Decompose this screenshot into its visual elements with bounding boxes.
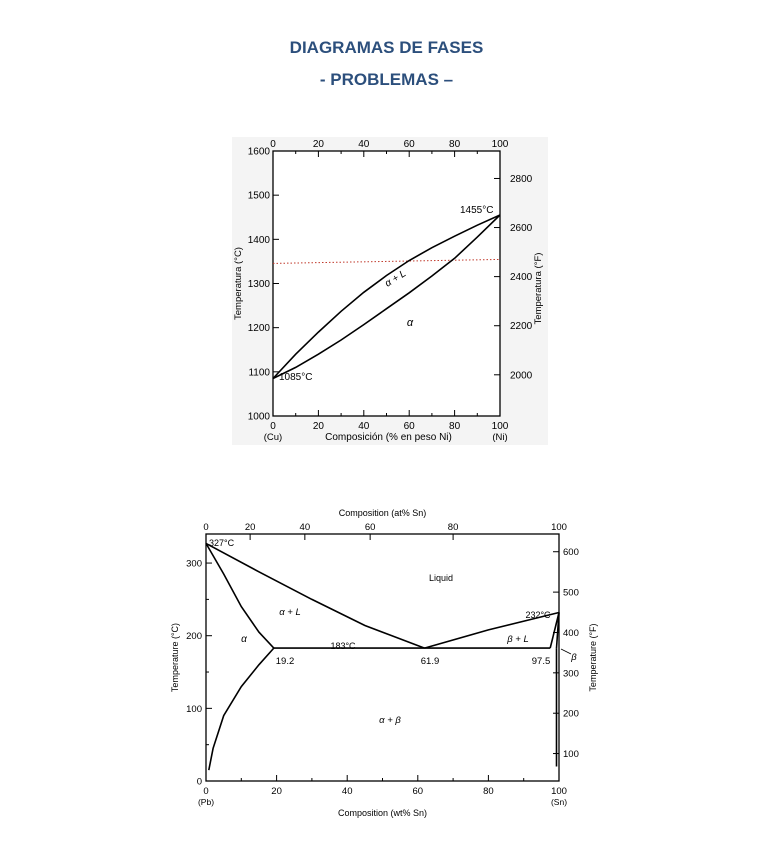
y2-tick-label: 2800 (510, 173, 533, 185)
solvus-alpha (209, 648, 274, 770)
x-tick-label-top: 100 (491, 139, 509, 150)
y2-tick-label: 2400 (510, 272, 533, 284)
x-tick-label: 100 (551, 786, 567, 797)
annotation-alpha: α (241, 634, 247, 645)
y-tick-label: 1200 (247, 323, 270, 335)
y2-tick-label: 2200 (510, 321, 533, 333)
annotation-melting-ni: 1455°C (460, 205, 494, 216)
y-tick-label: 1600 (247, 146, 270, 158)
x-tick-label: 100 (491, 421, 509, 432)
annotation-melting-cu: 1085°C (279, 372, 313, 383)
y2-tick-label: 200 (563, 708, 579, 720)
x-tick-label-top: 20 (244, 522, 256, 533)
y2-tick-label: 2600 (510, 223, 533, 235)
x-end-label-left: (Cu) (263, 432, 283, 443)
x-tick-label-top: 20 (312, 139, 324, 150)
x-axis-title-top: Composition (at% Sn) (338, 508, 427, 518)
annotation-beta-liquid: β + L (507, 634, 529, 645)
x-tick-label-top: 40 (299, 522, 311, 533)
y2-axis-title: Temperature (°F) (588, 623, 598, 692)
y2-tick-label: 400 (563, 628, 579, 640)
x-tick-label: 80 (483, 786, 494, 797)
y2-tick-label: 300 (563, 668, 579, 680)
x-axis-title: Composition (wt% Sn) (337, 808, 428, 818)
x-end-label-left: (Pb) (197, 797, 215, 807)
page-title: DIAGRAMAS DE FASES (289, 38, 484, 57)
y2-tick-label: 500 (563, 587, 579, 599)
y-tick-label: 0 (196, 776, 202, 788)
x-end-label-right: (Ni) (492, 432, 508, 443)
annotation-alpha-liquid: α + L (279, 607, 301, 618)
page-subtitle: - PROBLEMAS – (319, 70, 454, 89)
y2-axis-title: Temperatura (°F) (533, 252, 544, 325)
y-tick-label: 1100 (248, 367, 270, 379)
x-tick-label: 60 (403, 421, 415, 432)
y-tick-label: 1300 (247, 279, 270, 290)
annotation-eutectic-comp: 61.9 (420, 656, 440, 667)
x-end-label-right: (Sn) (550, 797, 568, 807)
y2-tick-label: 2000 (510, 370, 533, 382)
x-axis-title: Composición (% en peso Ni) (325, 432, 452, 443)
y-axis-title: Temperatura (°C) (233, 247, 244, 320)
x-tick-label: 0 (270, 421, 276, 432)
x-tick-label-top: 60 (364, 522, 376, 533)
x-tick-label-top: 40 (358, 139, 370, 150)
annotation-beta-limit: 97.5 (531, 656, 551, 667)
x-tick-label-top: 100 (551, 522, 567, 533)
x-tick-label-top: 80 (447, 522, 459, 533)
x-tick-label: 60 (412, 786, 424, 797)
annotation-two-phase: α + L (383, 268, 409, 290)
x-tick-label: 40 (358, 421, 370, 432)
x-tick-label: 0 (203, 786, 209, 797)
x-tick-label-top: 0 (270, 139, 276, 150)
annotation-melting-pb: 327°C (209, 538, 235, 548)
y-tick-label: 1500 (247, 190, 270, 202)
annotation-beta: β (571, 652, 577, 663)
solidus-alpha (206, 543, 274, 648)
annotation-alpha-beta: α + β (379, 715, 401, 726)
x-tick-label: 20 (312, 421, 324, 432)
y-tick-label: 200 (186, 631, 202, 643)
x-tick-label: 20 (271, 786, 282, 797)
y-tick-label: 100 (186, 703, 202, 715)
y-axis-title: Temperature (°C) (170, 622, 180, 693)
y-tick-label: 1000 (247, 411, 270, 423)
y2-tick-label: 100 (563, 749, 579, 761)
x-tick-label-top: 0 (203, 522, 209, 533)
annotation-melting-sn: 232°C (525, 610, 551, 620)
annotation-eutectic-temp: 183°C (330, 641, 356, 651)
annotation-alpha-limit: 19.2 (275, 656, 295, 667)
annotation-beta-pointer (561, 649, 571, 654)
x-tick-label: 40 (341, 786, 353, 797)
x-tick-label-top: 60 (403, 139, 415, 150)
y2-tick-label: 600 (563, 547, 579, 559)
annotation-alpha: α (406, 317, 414, 329)
x-tick-label: 80 (449, 421, 461, 432)
annotation-liquid: Liquid (428, 573, 454, 583)
y-tick-label: 300 (186, 558, 202, 570)
y-tick-label: 1400 (247, 234, 270, 246)
liquidus-left (206, 543, 425, 648)
x-tick-label-top: 80 (449, 139, 461, 150)
